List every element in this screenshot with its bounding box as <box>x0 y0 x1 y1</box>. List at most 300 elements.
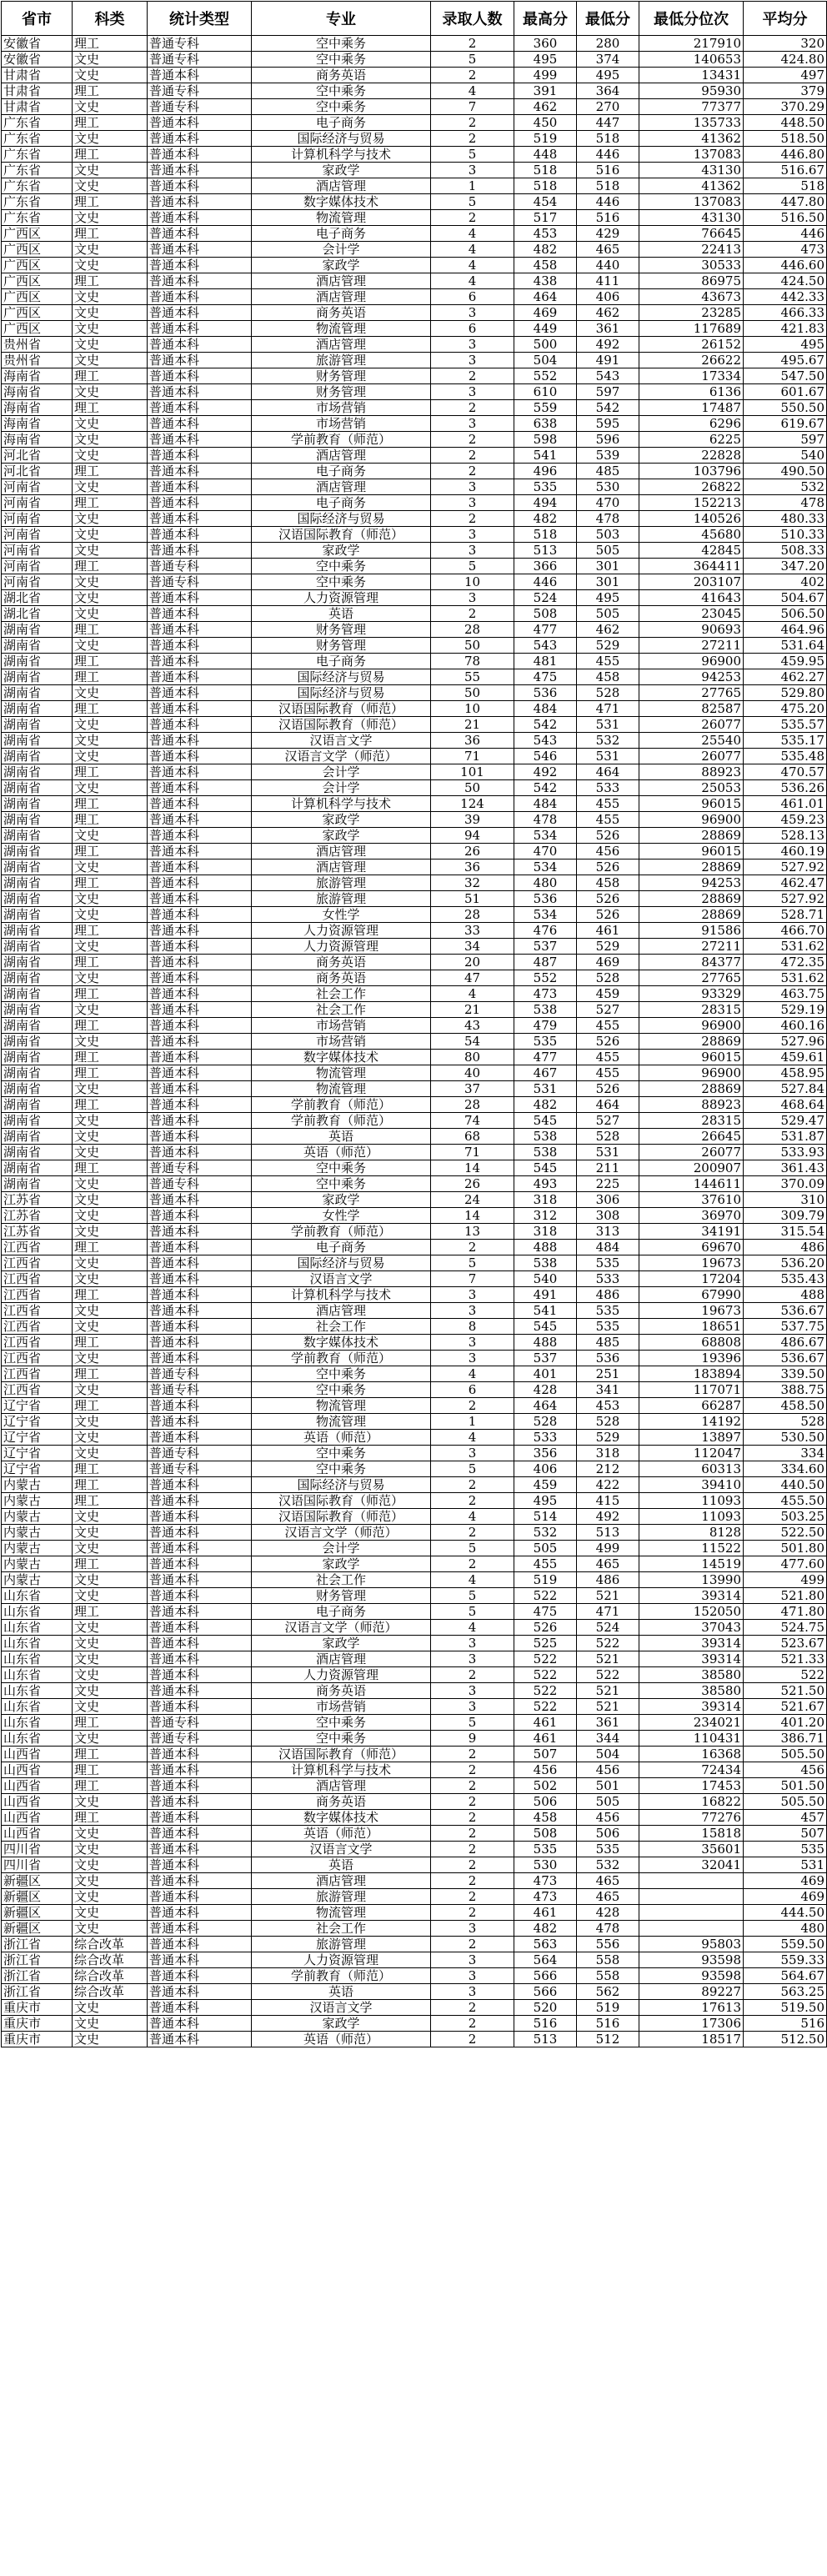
highest-score-cell: 533 <box>514 1430 577 1446</box>
admitted-count-cell: 14 <box>431 1160 514 1176</box>
subject-category-cell: 理工 <box>73 1493 148 1509</box>
major-cell: 物流管理 <box>252 1398 431 1414</box>
admitted-count-cell: 2 <box>431 210 514 226</box>
lowest-score-cell: 429 <box>577 226 639 242</box>
major-cell: 酒店管理 <box>252 860 431 875</box>
province-cell: 湖南省 <box>2 1160 73 1176</box>
admitted-count-cell: 80 <box>431 1050 514 1065</box>
lowest-score-cell: 535 <box>577 1842 639 1857</box>
subject-category-cell: 文史 <box>73 1667 148 1683</box>
highest-score-cell: 458 <box>514 258 577 273</box>
average-score-cell: 464.96 <box>744 622 827 638</box>
highest-score-cell: 484 <box>514 701 577 717</box>
table-row <box>2 1667 827 1683</box>
lowest-score-cell: 344 <box>577 1731 639 1747</box>
statistic-type-cell: 普通本科 <box>148 353 252 368</box>
lowest-rank-cell: 86975 <box>639 273 744 289</box>
highest-score-cell: 522 <box>514 1588 577 1604</box>
highest-score-cell: 493 <box>514 1176 577 1192</box>
subject-category-cell: 理工 <box>73 1810 148 1826</box>
table-row <box>2 163 827 178</box>
table-row <box>2 432 827 448</box>
lowest-rank-cell: 18517 <box>639 2032 744 2047</box>
highest-score-cell: 535 <box>514 1034 577 1050</box>
highest-score-cell: 545 <box>514 1113 577 1129</box>
statistic-type-cell: 普通专科 <box>148 83 252 99</box>
highest-score-cell: 470 <box>514 844 577 860</box>
lowest-score-cell: 361 <box>577 1715 639 1731</box>
table-row <box>2 1018 827 1034</box>
lowest-score-cell: 486 <box>577 1572 639 1588</box>
highest-score-cell: 499 <box>514 68 577 83</box>
statistic-type-cell: 普通本科 <box>148 1002 252 1018</box>
lowest-rank-cell: 77377 <box>639 99 744 115</box>
lowest-score-cell: 535 <box>577 1303 639 1319</box>
lowest-score-cell: 447 <box>577 115 639 131</box>
subject-category-cell: 文史 <box>73 1588 148 1604</box>
major-cell: 空中乘务 <box>252 559 431 574</box>
province-cell: 山东省 <box>2 1604 73 1620</box>
highest-score-cell: 449 <box>514 321 577 337</box>
admitted-count-cell: 3 <box>431 479 514 495</box>
statistic-type-cell: 普通本科 <box>148 273 252 289</box>
major-cell: 计算机科学与技术 <box>252 796 431 812</box>
admitted-count-cell: 50 <box>431 638 514 654</box>
highest-score-cell: 458 <box>514 1810 577 1826</box>
major-cell: 旅游管理 <box>252 1937 431 1952</box>
highest-score-cell: 538 <box>514 1002 577 1018</box>
statistic-type-cell: 普通本科 <box>148 1351 252 1366</box>
lowest-rank-cell: 94253 <box>639 875 744 891</box>
province-cell: 湖南省 <box>2 1097 73 1113</box>
statistic-type-cell: 普通本科 <box>148 955 252 970</box>
average-score-cell: 469 <box>744 1873 827 1889</box>
highest-score-cell: 525 <box>514 1636 577 1651</box>
admitted-count-cell: 5 <box>431 1461 514 1477</box>
province-cell: 河南省 <box>2 543 73 559</box>
subject-category-cell: 文史 <box>73 638 148 654</box>
major-cell: 电子商务 <box>252 1604 431 1620</box>
province-cell: 内蒙古 <box>2 1556 73 1572</box>
table-row <box>2 527 827 543</box>
average-score-cell: 499 <box>744 1572 827 1588</box>
lowest-rank-cell: 13431 <box>639 68 744 83</box>
table-row <box>2 1129 827 1145</box>
statistic-type-cell: 普通专科 <box>148 1366 252 1382</box>
lowest-score-cell: 211 <box>577 1160 639 1176</box>
lowest-score-cell: 456 <box>577 1810 639 1826</box>
highest-score-cell: 538 <box>514 1129 577 1145</box>
statistic-type-cell: 普通本科 <box>148 1905 252 1921</box>
table-row <box>2 1398 827 1414</box>
table-row <box>2 1636 827 1651</box>
table-row <box>2 1303 827 1319</box>
statistic-type-cell: 普通本科 <box>148 1398 252 1414</box>
highest-score-cell: 522 <box>514 1651 577 1667</box>
table-row <box>2 1430 827 1446</box>
major-cell: 数字媒体技术 <box>252 1335 431 1351</box>
highest-score-cell: 564 <box>514 1952 577 1968</box>
highest-score-cell: 563 <box>514 1937 577 1952</box>
highest-score-cell: 428 <box>514 1382 577 1398</box>
major-cell: 国际经济与贸易 <box>252 685 431 701</box>
lowest-score-cell: 542 <box>577 400 639 416</box>
subject-category-cell: 理工 <box>73 1778 148 1794</box>
statistic-type-cell: 普通本科 <box>148 1509 252 1525</box>
province-cell: 广西区 <box>2 273 73 289</box>
province-cell: 辽宁省 <box>2 1461 73 1477</box>
major-cell: 社会工作 <box>252 1572 431 1588</box>
lowest-score-cell: 458 <box>577 875 639 891</box>
table-row <box>2 1588 827 1604</box>
table-row <box>2 464 827 479</box>
admitted-count-cell: 3 <box>431 384 514 400</box>
major-cell: 数字媒体技术 <box>252 1810 431 1826</box>
average-score-cell: 379 <box>744 83 827 99</box>
table-row <box>2 844 827 860</box>
lowest-rank-cell: 27765 <box>639 685 744 701</box>
highest-score-cell: 535 <box>514 479 577 495</box>
average-score-cell: 448.50 <box>744 115 827 131</box>
statistic-type-cell: 普通本科 <box>148 1889 252 1905</box>
province-cell: 江西省 <box>2 1382 73 1398</box>
table-row <box>2 669 827 685</box>
subject-category-cell: 文史 <box>73 258 148 273</box>
average-score-cell: 563.25 <box>744 1984 827 2000</box>
admitted-count-cell: 2 <box>431 1794 514 1810</box>
admitted-count-cell: 2 <box>431 1905 514 1921</box>
statistic-type-cell: 普通本科 <box>148 1636 252 1651</box>
lowest-rank-cell: 26822 <box>639 479 744 495</box>
highest-score-cell: 522 <box>514 1667 577 1683</box>
lowest-score-cell: 492 <box>577 1509 639 1525</box>
major-cell: 空中乘务 <box>252 99 431 115</box>
major-cell: 数字媒体技术 <box>252 1050 431 1065</box>
province-cell: 河南省 <box>2 511 73 527</box>
major-cell: 会计学 <box>252 764 431 780</box>
admitted-count-cell: 3 <box>431 527 514 543</box>
average-score-cell: 527.92 <box>744 860 827 875</box>
subject-category-cell: 文史 <box>73 970 148 986</box>
lowest-rank-cell: 217910 <box>639 36 744 52</box>
admitted-count-cell: 4 <box>431 273 514 289</box>
lowest-rank-cell: 39314 <box>639 1588 744 1604</box>
highest-score-cell: 488 <box>514 1240 577 1255</box>
highest-score-cell: 453 <box>514 226 577 242</box>
lowest-rank-cell: 43673 <box>639 289 744 305</box>
lowest-rank-cell: 28869 <box>639 860 744 875</box>
lowest-rank-cell: 19673 <box>639 1255 744 1271</box>
province-cell: 重庆市 <box>2 2032 73 2047</box>
lowest-rank-cell: 103796 <box>639 464 744 479</box>
statistic-type-cell: 普通本科 <box>148 1050 252 1065</box>
lowest-score-cell: 528 <box>577 1414 639 1430</box>
average-score-cell: 518.50 <box>744 131 827 147</box>
subject-category-cell: 理工 <box>73 796 148 812</box>
average-score-cell: 446.60 <box>744 258 827 273</box>
lowest-rank-cell: 13990 <box>639 1572 744 1588</box>
lowest-score-cell: 308 <box>577 1208 639 1224</box>
statistic-type-cell: 普通专科 <box>148 1715 252 1731</box>
average-score-cell: 460.19 <box>744 844 827 860</box>
statistic-type-cell: 普通本科 <box>148 2032 252 2047</box>
lowest-score-cell: 456 <box>577 844 639 860</box>
lowest-rank-cell: 17613 <box>639 2000 744 2016</box>
major-cell: 家政学 <box>252 2016 431 2032</box>
admitted-count-cell: 50 <box>431 780 514 796</box>
major-cell: 汉语言文学（师范） <box>252 1525 431 1541</box>
subject-category-cell: 理工 <box>73 464 148 479</box>
highest-score-cell: 540 <box>514 1271 577 1287</box>
lowest-score-cell: 518 <box>577 178 639 194</box>
province-cell: 湖南省 <box>2 1145 73 1160</box>
major-cell: 计算机科学与技术 <box>252 147 431 163</box>
major-cell: 空中乘务 <box>252 1160 431 1176</box>
average-score-cell: 486.67 <box>744 1335 827 1351</box>
table-row <box>2 1414 827 1430</box>
lowest-score-cell: 528 <box>577 970 639 986</box>
statistic-type-cell: 普通本科 <box>148 1968 252 1984</box>
admitted-count-cell: 3 <box>431 353 514 368</box>
highest-score-cell: 482 <box>514 242 577 258</box>
lowest-rank-cell: 234021 <box>639 1715 744 1731</box>
lowest-score-cell: 596 <box>577 432 639 448</box>
province-cell: 河南省 <box>2 495 73 511</box>
average-score-cell: 529.47 <box>744 1113 827 1129</box>
lowest-rank-cell: 34191 <box>639 1224 744 1240</box>
highest-score-cell: 522 <box>514 1683 577 1699</box>
lowest-rank-cell: 183894 <box>639 1366 744 1382</box>
average-score-cell: 361.43 <box>744 1160 827 1176</box>
lowest-score-cell: 455 <box>577 796 639 812</box>
admitted-count-cell: 24 <box>431 1192 514 1208</box>
major-cell: 人力资源管理 <box>252 939 431 955</box>
admitted-count-cell: 9 <box>431 1731 514 1747</box>
average-score-cell: 458.50 <box>744 1398 827 1414</box>
highest-score-cell: 538 <box>514 1255 577 1271</box>
admitted-count-cell: 2 <box>431 1525 514 1541</box>
province-cell: 浙江省 <box>2 1984 73 2000</box>
province-cell: 湖南省 <box>2 955 73 970</box>
province-cell: 湖南省 <box>2 1018 73 1034</box>
highest-score-cell: 473 <box>514 1873 577 1889</box>
major-cell: 汉语国际教育（师范） <box>252 527 431 543</box>
lowest-score-cell: 464 <box>577 764 639 780</box>
province-cell: 湖南省 <box>2 986 73 1002</box>
highest-score-cell: 481 <box>514 654 577 669</box>
average-score-cell: 535.57 <box>744 717 827 733</box>
province-cell: 湖南省 <box>2 1065 73 1081</box>
subject-category-cell: 文史 <box>73 1255 148 1271</box>
subject-category-cell: 综合改革 <box>73 1937 148 1952</box>
average-score-cell: 527.92 <box>744 891 827 907</box>
table-row <box>2 701 827 717</box>
province-cell: 山东省 <box>2 1667 73 1683</box>
lowest-rank-cell: 14519 <box>639 1556 744 1572</box>
statistic-type-cell: 普通本科 <box>148 1778 252 1794</box>
lowest-rank-cell: 16822 <box>639 1794 744 1810</box>
average-score-cell: 468.64 <box>744 1097 827 1113</box>
major-cell: 电子商务 <box>252 226 431 242</box>
highest-score-cell: 598 <box>514 432 577 448</box>
lowest-score-cell: 469 <box>577 955 639 970</box>
province-cell: 广西区 <box>2 305 73 321</box>
average-score-cell: 531 <box>744 1857 827 1873</box>
subject-category-cell: 理工 <box>73 875 148 891</box>
admitted-count-cell: 10 <box>431 701 514 717</box>
table-row <box>2 1794 827 1810</box>
major-cell: 旅游管理 <box>252 875 431 891</box>
highest-score-cell: 536 <box>514 891 577 907</box>
subject-category-cell: 文史 <box>73 52 148 68</box>
major-cell: 酒店管理 <box>252 844 431 860</box>
average-score-cell: 446 <box>744 226 827 242</box>
admitted-count-cell: 2 <box>431 1398 514 1414</box>
lowest-score-cell: 558 <box>577 1952 639 1968</box>
province-cell: 湖北省 <box>2 606 73 622</box>
major-cell: 电子商务 <box>252 115 431 131</box>
subject-category-cell: 文史 <box>73 242 148 258</box>
statistic-type-cell: 普通本科 <box>148 986 252 1002</box>
admitted-count-cell: 28 <box>431 622 514 638</box>
major-cell: 财务管理 <box>252 1588 431 1604</box>
average-score-cell: 531.62 <box>744 939 827 955</box>
lowest-score-cell: 526 <box>577 860 639 875</box>
subject-category-cell: 文史 <box>73 717 148 733</box>
average-score-cell: 480.33 <box>744 511 827 527</box>
admitted-count-cell: 5 <box>431 1604 514 1620</box>
highest-score-cell: 536 <box>514 685 577 701</box>
table-row <box>2 1113 827 1129</box>
major-cell: 社会工作 <box>252 1319 431 1335</box>
table-row <box>2 52 827 68</box>
province-cell: 山东省 <box>2 1636 73 1651</box>
admitted-count-cell: 2 <box>431 1762 514 1778</box>
statistic-type-cell: 普通本科 <box>148 828 252 844</box>
lowest-rank-cell: 28315 <box>639 1113 744 1129</box>
table-row <box>2 115 827 131</box>
lowest-score-cell: 471 <box>577 701 639 717</box>
table-row <box>2 83 827 99</box>
subject-category-cell: 文史 <box>73 907 148 923</box>
statistic-type-cell: 普通本科 <box>148 1794 252 1810</box>
statistic-type-cell: 普通本科 <box>148 1984 252 2000</box>
lowest-score-cell: 461 <box>577 923 639 939</box>
lowest-rank-cell: 89227 <box>639 1984 744 2000</box>
major-cell: 家政学 <box>252 828 431 844</box>
province-cell: 湖北省 <box>2 590 73 606</box>
subject-category-cell: 文史 <box>73 2016 148 2032</box>
subject-category-cell: 文史 <box>73 1129 148 1145</box>
highest-score-cell: 513 <box>514 2032 577 2047</box>
subject-category-cell: 文史 <box>73 1176 148 1192</box>
province-cell: 江西省 <box>2 1319 73 1335</box>
highest-score-cell: 318 <box>514 1224 577 1240</box>
province-cell: 湖南省 <box>2 939 73 955</box>
lowest-score-cell: 518 <box>577 131 639 147</box>
statistic-type-cell: 普通专科 <box>148 99 252 115</box>
highest-score-cell: 477 <box>514 1050 577 1065</box>
subject-category-cell: 文史 <box>73 939 148 955</box>
lowest-rank-cell: 144611 <box>639 1176 744 1192</box>
highest-score-cell: 530 <box>514 1857 577 1873</box>
subject-category-cell: 理工 <box>73 559 148 574</box>
highest-score-cell: 505 <box>514 1541 577 1556</box>
lowest-rank-cell: 88923 <box>639 1097 744 1113</box>
admitted-count-cell: 8 <box>431 1319 514 1335</box>
subject-category-cell: 文史 <box>73 1842 148 1857</box>
average-score-cell: 334.60 <box>744 1461 827 1477</box>
subject-category-cell: 文史 <box>73 590 148 606</box>
major-cell: 社会工作 <box>252 986 431 1002</box>
table-row <box>2 1651 827 1667</box>
table-row <box>2 891 827 907</box>
admission-score-table <box>1 1 827 2047</box>
statistic-type-cell: 普通本科 <box>148 1065 252 1081</box>
lowest-rank-cell: 41643 <box>639 590 744 606</box>
major-cell: 市场营销 <box>252 400 431 416</box>
major-cell: 空中乘务 <box>252 1715 431 1731</box>
statistic-type-cell: 普通本科 <box>148 242 252 258</box>
major-cell: 物流管理 <box>252 1081 431 1097</box>
admitted-count-cell: 10 <box>431 574 514 590</box>
statistic-type-cell: 普通本科 <box>148 701 252 717</box>
subject-category-cell: 文史 <box>73 337 148 353</box>
average-score-cell: 466.33 <box>744 305 827 321</box>
statistic-type-cell: 普通本科 <box>148 1921 252 1937</box>
subject-category-cell: 文史 <box>73 1905 148 1921</box>
highest-score-cell: 504 <box>514 353 577 368</box>
average-score-cell: 501.80 <box>744 1541 827 1556</box>
admitted-count-cell: 4 <box>431 1430 514 1446</box>
lowest-rank-cell: 26622 <box>639 353 744 368</box>
lowest-score-cell: 504 <box>577 1747 639 1762</box>
statistic-type-cell: 普通本科 <box>148 844 252 860</box>
lowest-score-cell: 301 <box>577 574 639 590</box>
major-cell: 空中乘务 <box>252 1382 431 1398</box>
lowest-rank-cell: 93329 <box>639 986 744 1002</box>
major-cell: 计算机科学与技术 <box>252 1287 431 1303</box>
statistic-type-cell: 普通本科 <box>148 194 252 210</box>
table-row <box>2 828 827 844</box>
province-cell: 浙江省 <box>2 1968 73 1984</box>
statistic-type-cell: 普通本科 <box>148 780 252 796</box>
subject-category-cell: 文史 <box>73 1081 148 1097</box>
subject-category-cell: 文史 <box>73 1509 148 1525</box>
major-cell: 人力资源管理 <box>252 923 431 939</box>
table-row <box>2 1145 827 1160</box>
statistic-type-cell: 普通本科 <box>148 1826 252 1842</box>
major-cell: 市场营销 <box>252 1034 431 1050</box>
lowest-score-cell: 526 <box>577 1034 639 1050</box>
admitted-count-cell: 2 <box>431 511 514 527</box>
average-score-cell: 524.75 <box>744 1620 827 1636</box>
lowest-score-cell: 505 <box>577 543 639 559</box>
lowest-score-cell: 505 <box>577 606 639 622</box>
subject-category-cell: 文史 <box>73 99 148 115</box>
lowest-score-cell: 513 <box>577 1525 639 1541</box>
lowest-rank-cell: 39410 <box>639 1477 744 1493</box>
table-row <box>2 479 827 495</box>
highest-score-cell: 480 <box>514 875 577 891</box>
lowest-score-cell: 484 <box>577 1240 639 1255</box>
subject-category-cell: 文史 <box>73 1430 148 1446</box>
province-cell: 湖南省 <box>2 1002 73 1018</box>
statistic-type-cell: 普通本科 <box>148 448 252 464</box>
admitted-count-cell: 2 <box>431 1842 514 1857</box>
subject-category-cell: 文史 <box>73 448 148 464</box>
major-cell: 财务管理 <box>252 638 431 654</box>
